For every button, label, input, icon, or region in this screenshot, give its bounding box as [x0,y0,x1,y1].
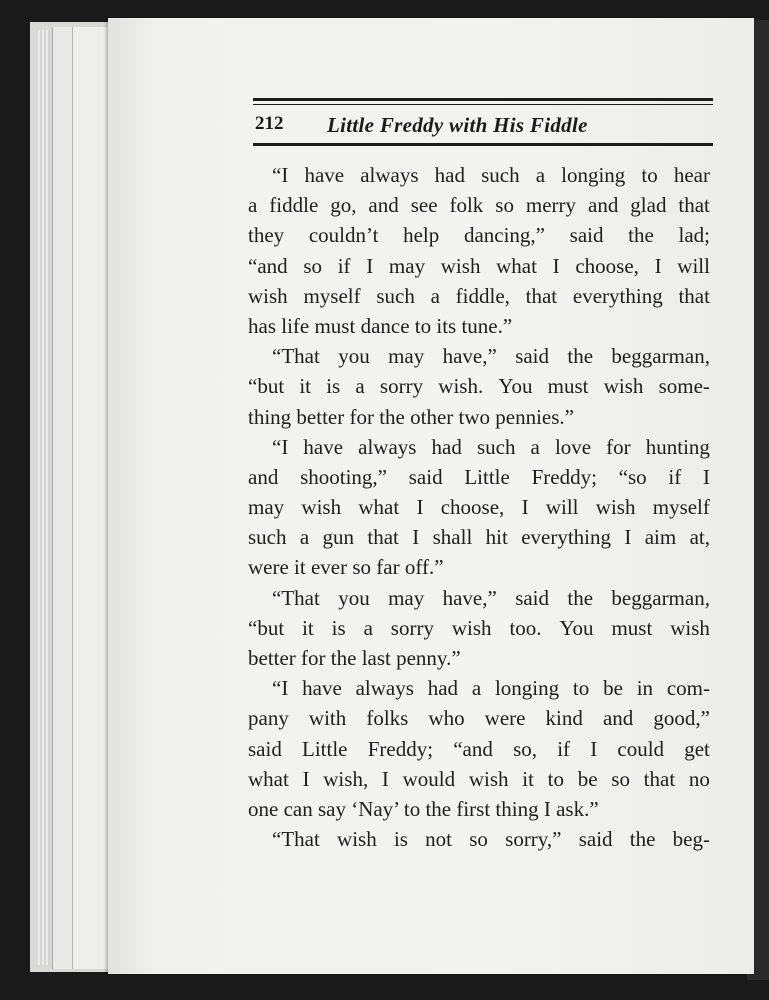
header-rule [253,104,713,105]
text-line: better for the last penny.” [248,646,461,670]
text-line: “I have always had such a love for hunting [272,434,710,459]
text-line: “but it is a sorry wish too. You must wish [248,615,710,640]
text-line: such a gun that I shall hit everything I aim at, [248,525,710,550]
text-line: one can say ‘Nay’ to the first thing I ask.” [248,796,599,821]
text-line: and shooting,” said Little Freddy; “so if I [248,464,710,489]
text-line: “That you may have,” said the beggarman, [272,585,710,610]
text-line: were it ever so far off.” [248,555,444,580]
text-line: may wish what I choose, I will wish myself [248,495,710,520]
text-line: pany with folks who were kind and good,” [248,706,710,731]
text-line: “but it is a sorry wish. You must wish some- [248,374,710,399]
page-number: 212 [255,113,284,134]
text-line: has life must dance to its tune.” [248,313,513,338]
header-rule [253,143,713,146]
text-line: “I have always had such a longing to hear [272,163,710,187]
text-line: a fiddle go, and see folk so merry and glad that [248,193,710,218]
text-line: “That you may have,” said the beggarman, [272,344,710,369]
text-line: what I wish, I would wish it to be so that no [248,766,710,791]
text-line: “I have always had a longing to be in com- [272,676,710,701]
text-line: “That wish is not so sorry,” said the beg- [272,827,710,852]
text-line: “and so if I may wish what I choose, I will [248,253,710,278]
header-rule [253,98,713,101]
running-title: Little Freddy with His Fiddle [327,113,588,137]
page-stack-edge [72,27,113,969]
text-line: wish myself such a fiddle, that everything that [248,283,710,308]
page-stack-edge [38,30,50,965]
running-header [255,113,713,143]
text-line: they couldn’t help dancing,” said the lad; [248,223,710,248]
text-line: thing better for the other two pennies.” [248,404,574,429]
text-line: said Little Freddy; “and so, if I could get [248,736,710,761]
body-text [248,160,710,854]
